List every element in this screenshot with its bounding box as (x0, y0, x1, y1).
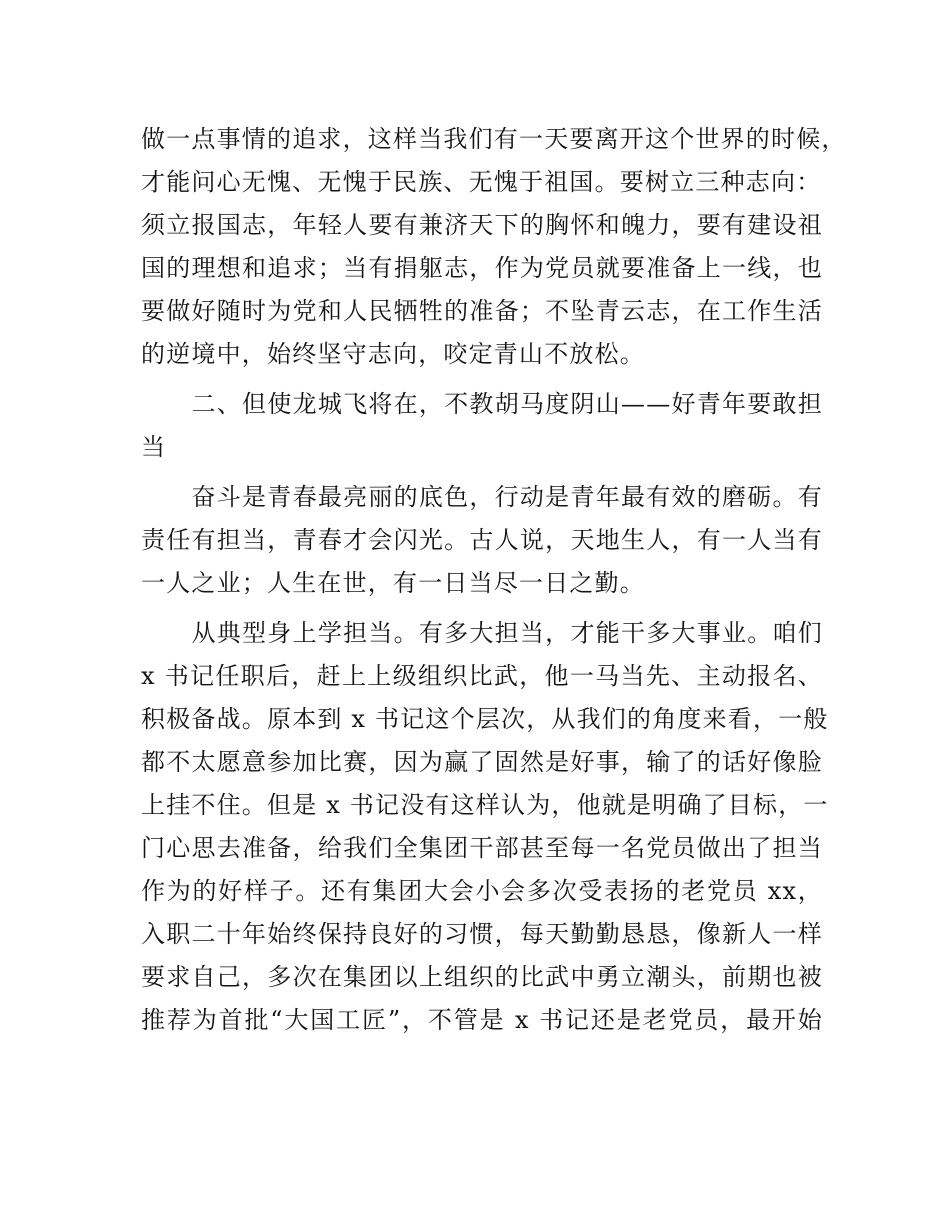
heading-line: 当 (141, 433, 167, 461)
text-line: 才能问心无愧、无愧于民族、无愧于祖国。要树立三种志向： (141, 168, 822, 196)
text-line: 作为的好样子。还有集团大会小会多次受表扬的老党员 xx， (141, 877, 823, 905)
document-body (141, 118, 847, 1042)
paragraph-spacer (141, 376, 823, 383)
text-line: 推荐为首批“大国工匠”，不管是 x 书记还是老党员，最开始 (141, 1006, 823, 1034)
text-line: 要求自己，多次在集团以上组织的比武中勇立潮头，前期也被 (141, 963, 823, 991)
text-line: 责任有担当，青春才会闪光。古人说，天地生人，有一人当有 (141, 526, 823, 554)
paragraph-role-models (141, 612, 829, 1042)
text-line: 入职二十年始终保持良好的习惯，每天勤勤恳恳，像新人一样 (141, 920, 823, 948)
text-line: 一人之业；人生在世，有一日当尽一日之勤。 (141, 569, 645, 597)
text-line: 国的理想和追求；当有捐躯志，作为党员就要准备上一线，也 (141, 254, 823, 282)
text-line: 须立报国志，年轻人要有兼济天下的胸怀和魄力，要有建设祖 (141, 211, 823, 239)
text-line: x 书记任职后，赶上上级组织比武，他一马当先、主动报名、 (141, 662, 823, 690)
text-line: 积极备战。原本到 x 书记这个层次，从我们的角度来看，一般 (141, 705, 829, 733)
text-line: 都不太愿意参加比赛，因为赢了固然是好事，输了的话好像脸 (141, 748, 823, 776)
text-line: 要做好随时为党和人民牺牲的准备；不坠青云志，在工作生活 (141, 297, 823, 325)
text-line: 上挂不住。但是 x 书记没有这样认为，他就是明确了目标，一 (141, 791, 829, 819)
text-line: 奋斗是青春最亮丽的底色，行动是青年最有效的磨砺。有 (141, 483, 823, 511)
paragraph-spacer (141, 605, 823, 612)
text-line: 从典型身上学担当。有多大担当，才能干多大事业。咱们 (141, 619, 823, 647)
text-line: 的逆境中，始终坚守志向，咬定青山不放松。 (141, 340, 645, 368)
text-line: 门心思去准备，给我们全集团干部甚至每一名党员做出了担当 (141, 834, 823, 862)
heading-line: 二、但使龙城飞将在，不教胡马度阴山——好青年要敢担 (141, 390, 823, 418)
text-line: 做一点事情的追求，这样当我们有一天要离开这个世界的时候， (141, 125, 847, 153)
paragraph-spacer (141, 469, 823, 476)
section-heading-two (141, 383, 823, 469)
paragraph-aspirations (141, 118, 847, 376)
paragraph-struggle (141, 476, 823, 605)
